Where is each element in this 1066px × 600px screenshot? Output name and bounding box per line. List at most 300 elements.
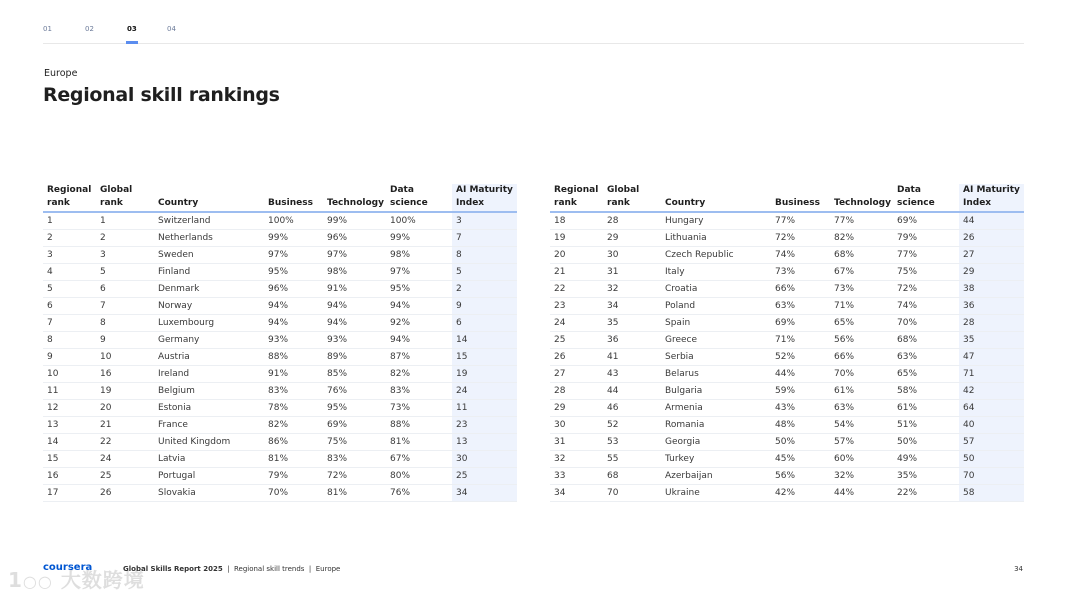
cell-business: 63% [771, 298, 830, 315]
cell-business: 52% [771, 349, 830, 366]
header-text: Technology [834, 197, 891, 208]
cell-regional-rank: 16 [43, 468, 96, 485]
table-row [43, 451, 517, 468]
table-row [550, 366, 1024, 383]
header-country [661, 184, 771, 212]
cell-global-rank: 25 [96, 468, 154, 485]
tab-03[interactable]: 03 [127, 25, 137, 33]
cell-technology: 83% [323, 451, 386, 468]
cell-country: Belarus [661, 366, 771, 383]
cell-data-science: 76% [386, 485, 452, 502]
table-row [550, 349, 1024, 366]
cell-global-rank: 21 [96, 417, 154, 434]
coursera-logo: coursera [43, 562, 93, 573]
cell-business: 42% [771, 485, 830, 502]
cell-global-rank: 1 [96, 212, 154, 230]
cell-data-science: 98% [386, 247, 452, 264]
cell-business: 70% [264, 485, 323, 502]
cell-ai-maturity-index: 26 [959, 230, 1024, 247]
cell-regional-rank: 34 [550, 485, 603, 502]
cell-ai-maturity-index: 28 [959, 315, 1024, 332]
cell-country: Spain [661, 315, 771, 332]
cell-country: United Kingdom [154, 434, 264, 451]
cell-global-rank: 3 [96, 247, 154, 264]
header-text: rank [100, 197, 123, 208]
cell-global-rank: 32 [603, 281, 661, 298]
cell-data-science: 92% [386, 315, 452, 332]
cell-country: Czech Republic [661, 247, 771, 264]
table-row [43, 281, 517, 298]
cell-global-rank: 41 [603, 349, 661, 366]
cell-ai-maturity-index: 30 [452, 451, 517, 468]
header-text: Technology [327, 197, 384, 208]
header-row [43, 184, 517, 212]
cell-business: 94% [264, 298, 323, 315]
cell-regional-rank: 28 [550, 383, 603, 400]
cell-business: 99% [264, 230, 323, 247]
cell-data-science: 58% [893, 383, 959, 400]
cell-business: 50% [771, 434, 830, 451]
cell-country: Finland [154, 264, 264, 281]
cell-ai-maturity-index: 6 [452, 315, 517, 332]
cell-technology: 91% [323, 281, 386, 298]
cell-regional-rank: 31 [550, 434, 603, 451]
cell-business: 96% [264, 281, 323, 298]
header-business [264, 184, 323, 212]
table-row [43, 315, 517, 332]
cell-technology: 75% [323, 434, 386, 451]
cell-technology: 44% [830, 485, 893, 502]
table-row [43, 230, 517, 247]
cell-technology: 77% [830, 212, 893, 230]
cell-country: Austria [154, 349, 264, 366]
cell-business: 45% [771, 451, 830, 468]
cell-data-science: 81% [386, 434, 452, 451]
cell-regional-rank: 27 [550, 366, 603, 383]
cell-regional-rank: 18 [550, 212, 603, 230]
table-row [550, 451, 1024, 468]
header-technology [830, 184, 893, 212]
cell-regional-rank: 5 [43, 281, 96, 298]
cell-technology: 89% [323, 349, 386, 366]
header-text: Country [158, 197, 199, 208]
cell-country: Switzerland [154, 212, 264, 230]
cell-ai-maturity-index: 14 [452, 332, 517, 349]
table-row [43, 349, 517, 366]
cell-data-science: 49% [893, 451, 959, 468]
header-text: Business [775, 197, 820, 208]
table-row [550, 485, 1024, 502]
cell-business: 100% [264, 212, 323, 230]
tab-02[interactable]: 02 [85, 25, 94, 33]
table-row [550, 247, 1024, 264]
cell-country: Luxembourg [154, 315, 264, 332]
header-ai-maturity-index [452, 184, 517, 212]
cell-regional-rank: 29 [550, 400, 603, 417]
cell-regional-rank: 6 [43, 298, 96, 315]
cell-global-rank: 24 [96, 451, 154, 468]
section-label: Europe [44, 68, 78, 79]
cell-technology: 85% [323, 366, 386, 383]
table-row [43, 400, 517, 417]
cell-ai-maturity-index: 23 [452, 417, 517, 434]
cell-data-science: 75% [893, 264, 959, 281]
header-regional-rank [43, 184, 96, 212]
cell-country: Georgia [661, 434, 771, 451]
cell-ai-maturity-index: 57 [959, 434, 1024, 451]
cell-country: Slovakia [154, 485, 264, 502]
table-row [550, 468, 1024, 485]
table-row [550, 434, 1024, 451]
table-row [550, 383, 1024, 400]
table-row [550, 281, 1024, 298]
header-row [550, 184, 1024, 212]
cell-business: 71% [771, 332, 830, 349]
cell-business: 81% [264, 451, 323, 468]
cell-data-science: 79% [893, 230, 959, 247]
cell-data-science: 63% [893, 349, 959, 366]
tab-01[interactable]: 01 [43, 25, 52, 33]
cell-technology: 32% [830, 468, 893, 485]
cell-technology: 99% [323, 212, 386, 230]
cell-data-science: 69% [893, 212, 959, 230]
cell-business: 82% [264, 417, 323, 434]
cell-data-science: 94% [386, 298, 452, 315]
cell-technology: 69% [323, 417, 386, 434]
cell-global-rank: 34 [603, 298, 661, 315]
cell-ai-maturity-index: 3 [452, 212, 517, 230]
table-row [550, 400, 1024, 417]
rankings-table-right [550, 184, 1024, 502]
cell-business: 86% [264, 434, 323, 451]
cell-ai-maturity-index: 15 [452, 349, 517, 366]
cell-data-science: 65% [893, 366, 959, 383]
footer-chapter: Regional skill trends [233, 565, 305, 573]
cell-business: 56% [771, 468, 830, 485]
cell-technology: 82% [830, 230, 893, 247]
cell-business: 48% [771, 417, 830, 434]
cell-data-science: 94% [386, 332, 452, 349]
header-text: Regional [47, 185, 92, 195]
cell-technology: 54% [830, 417, 893, 434]
cell-global-rank: 19 [96, 383, 154, 400]
cell-data-science: 35% [893, 468, 959, 485]
cell-global-rank: 28 [603, 212, 661, 230]
cell-technology: 94% [323, 315, 386, 332]
header-text: Index [963, 197, 992, 208]
cell-global-rank: 52 [603, 417, 661, 434]
cell-country: Denmark [154, 281, 264, 298]
table-row [550, 264, 1024, 281]
cell-ai-maturity-index: 38 [959, 281, 1024, 298]
footer-region: Europe [315, 565, 341, 573]
cell-global-rank: 70 [603, 485, 661, 502]
cell-global-rank: 36 [603, 332, 661, 349]
cell-country: Norway [154, 298, 264, 315]
cell-regional-rank: 23 [550, 298, 603, 315]
cell-regional-rank: 26 [550, 349, 603, 366]
cell-technology: 70% [830, 366, 893, 383]
cell-ai-maturity-index: 2 [452, 281, 517, 298]
cell-data-science: 73% [386, 400, 452, 417]
cell-global-rank: 22 [96, 434, 154, 451]
header-text: Regional [554, 185, 599, 195]
cell-technology: 60% [830, 451, 893, 468]
cell-technology: 72% [323, 468, 386, 485]
cell-global-rank: 16 [96, 366, 154, 383]
cell-technology: 71% [830, 298, 893, 315]
header-global-rank [603, 184, 661, 212]
cell-global-rank: 29 [603, 230, 661, 247]
table-row [43, 485, 517, 502]
cell-country: Azerbaijan [661, 468, 771, 485]
cell-ai-maturity-index: 64 [959, 400, 1024, 417]
cell-business: 83% [264, 383, 323, 400]
header-text: AI Maturity [963, 185, 1020, 195]
header-text: Global [100, 185, 133, 195]
cell-regional-rank: 25 [550, 332, 603, 349]
cell-business: 66% [771, 281, 830, 298]
cell-ai-maturity-index: 40 [959, 417, 1024, 434]
cell-ai-maturity-index: 27 [959, 247, 1024, 264]
cell-technology: 94% [323, 298, 386, 315]
cell-country: France [154, 417, 264, 434]
cell-business: 72% [771, 230, 830, 247]
cell-data-science: 50% [893, 434, 959, 451]
cell-ai-maturity-index: 44 [959, 212, 1024, 230]
cell-technology: 98% [323, 264, 386, 281]
cell-ai-maturity-index: 25 [452, 468, 517, 485]
cell-country: Belgium [154, 383, 264, 400]
header-text: Global [607, 185, 640, 195]
cell-data-science: 67% [386, 451, 452, 468]
cell-technology: 56% [830, 332, 893, 349]
cell-country: Turkey [661, 451, 771, 468]
cell-country: Bulgaria [661, 383, 771, 400]
cell-regional-rank: 24 [550, 315, 603, 332]
cell-global-rank: 26 [96, 485, 154, 502]
cell-data-science: 72% [893, 281, 959, 298]
cell-country: Lithuania [661, 230, 771, 247]
cell-regional-rank: 20 [550, 247, 603, 264]
cell-data-science: 83% [386, 383, 452, 400]
table-row [550, 332, 1024, 349]
page-number: 34 [1014, 565, 1023, 573]
cell-technology: 61% [830, 383, 893, 400]
cell-ai-maturity-index: 50 [959, 451, 1024, 468]
table-row [43, 247, 517, 264]
cell-country: Poland [661, 298, 771, 315]
cell-global-rank: 30 [603, 247, 661, 264]
cell-business: 43% [771, 400, 830, 417]
cell-global-rank: 44 [603, 383, 661, 400]
cell-ai-maturity-index: 34 [452, 485, 517, 502]
cell-regional-rank: 8 [43, 332, 96, 349]
cell-ai-maturity-index: 35 [959, 332, 1024, 349]
cell-ai-maturity-index: 24 [452, 383, 517, 400]
tab-04[interactable]: 04 [167, 25, 176, 33]
cell-ai-maturity-index: 29 [959, 264, 1024, 281]
footer-sep: | [227, 565, 230, 573]
cell-data-science: 51% [893, 417, 959, 434]
cell-data-science: 87% [386, 349, 452, 366]
cell-regional-rank: 33 [550, 468, 603, 485]
cell-ai-maturity-index: 7 [452, 230, 517, 247]
section-tabs [43, 24, 1024, 44]
cell-regional-rank: 2 [43, 230, 96, 247]
cell-data-science: 68% [893, 332, 959, 349]
cell-technology: 57% [830, 434, 893, 451]
cell-business: 79% [264, 468, 323, 485]
cell-ai-maturity-index: 13 [452, 434, 517, 451]
cell-global-rank: 53 [603, 434, 661, 451]
cell-ai-maturity-index: 70 [959, 468, 1024, 485]
header-text: Data science [390, 185, 428, 208]
cell-ai-maturity-index: 47 [959, 349, 1024, 366]
table-row [550, 315, 1024, 332]
cell-data-science: 70% [893, 315, 959, 332]
cell-country: Romania [661, 417, 771, 434]
cell-regional-rank: 3 [43, 247, 96, 264]
header-technology [323, 184, 386, 212]
cell-regional-rank: 15 [43, 451, 96, 468]
cell-global-rank: 68 [603, 468, 661, 485]
cell-business: 95% [264, 264, 323, 281]
cell-technology: 63% [830, 400, 893, 417]
cell-global-rank: 20 [96, 400, 154, 417]
header-data-science [893, 184, 959, 212]
cell-regional-rank: 30 [550, 417, 603, 434]
cell-global-rank: 6 [96, 281, 154, 298]
cell-regional-rank: 17 [43, 485, 96, 502]
cell-data-science: 77% [893, 247, 959, 264]
cell-global-rank: 9 [96, 332, 154, 349]
cell-data-science: 99% [386, 230, 452, 247]
cell-global-rank: 31 [603, 264, 661, 281]
cell-business: 77% [771, 212, 830, 230]
header-ai-maturity-index [959, 184, 1024, 212]
cell-business: 59% [771, 383, 830, 400]
cell-data-science: 80% [386, 468, 452, 485]
cell-country: Estonia [154, 400, 264, 417]
table-row [550, 212, 1024, 230]
header-text: Data science [897, 185, 935, 208]
cell-regional-rank: 7 [43, 315, 96, 332]
cell-country: Serbia [661, 349, 771, 366]
cell-business: 74% [771, 247, 830, 264]
cell-country: Netherlands [154, 230, 264, 247]
cell-ai-maturity-index: 19 [452, 366, 517, 383]
cell-ai-maturity-index: 9 [452, 298, 517, 315]
cell-business: 88% [264, 349, 323, 366]
cell-regional-rank: 13 [43, 417, 96, 434]
cell-country: Ireland [154, 366, 264, 383]
cell-data-science: 95% [386, 281, 452, 298]
cell-business: 44% [771, 366, 830, 383]
cell-regional-rank: 10 [43, 366, 96, 383]
cell-ai-maturity-index: 5 [452, 264, 517, 281]
table-row [43, 417, 517, 434]
cell-data-science: 97% [386, 264, 452, 281]
cell-regional-rank: 21 [550, 264, 603, 281]
cell-technology: 68% [830, 247, 893, 264]
table-row [43, 264, 517, 281]
cell-regional-rank: 32 [550, 451, 603, 468]
cell-global-rank: 43 [603, 366, 661, 383]
cell-technology: 76% [323, 383, 386, 400]
cell-business: 97% [264, 247, 323, 264]
header-data-science [386, 184, 452, 212]
cell-global-rank: 5 [96, 264, 154, 281]
cell-technology: 95% [323, 400, 386, 417]
cell-country: Greece [661, 332, 771, 349]
table-row [43, 298, 517, 315]
cell-regional-rank: 11 [43, 383, 96, 400]
table-row [550, 230, 1024, 247]
table-row [43, 332, 517, 349]
header-text: Index [456, 197, 485, 208]
header-text: Country [665, 197, 706, 208]
cell-regional-rank: 19 [550, 230, 603, 247]
cell-global-rank: 2 [96, 230, 154, 247]
cell-global-rank: 55 [603, 451, 661, 468]
header-text: AI Maturity [456, 185, 513, 195]
table-row [550, 417, 1024, 434]
cell-technology: 66% [830, 349, 893, 366]
footer-breadcrumb [123, 565, 340, 573]
cell-technology: 93% [323, 332, 386, 349]
cell-country: Sweden [154, 247, 264, 264]
table-row [43, 366, 517, 383]
cell-data-science: 61% [893, 400, 959, 417]
cell-data-science: 74% [893, 298, 959, 315]
header-text: rank [554, 197, 577, 208]
cell-technology: 97% [323, 247, 386, 264]
header-text: rank [607, 197, 630, 208]
cell-ai-maturity-index: 71 [959, 366, 1024, 383]
cell-regional-rank: 14 [43, 434, 96, 451]
cell-ai-maturity-index: 58 [959, 485, 1024, 502]
cell-country: Armenia [661, 400, 771, 417]
cell-global-rank: 35 [603, 315, 661, 332]
header-regional-rank [550, 184, 603, 212]
cell-regional-rank: 1 [43, 212, 96, 230]
cell-business: 94% [264, 315, 323, 332]
table-row [43, 434, 517, 451]
cell-global-rank: 8 [96, 315, 154, 332]
table-row [43, 383, 517, 400]
header-text: Business [268, 197, 313, 208]
cell-ai-maturity-index: 42 [959, 383, 1024, 400]
cell-data-science: 100% [386, 212, 452, 230]
cell-country: Portugal [154, 468, 264, 485]
footer-report: Global Skills Report 2025 [123, 565, 223, 573]
cell-regional-rank: 22 [550, 281, 603, 298]
cell-business: 91% [264, 366, 323, 383]
cell-business: 78% [264, 400, 323, 417]
cell-regional-rank: 9 [43, 349, 96, 366]
cell-global-rank: 7 [96, 298, 154, 315]
cell-country: Latvia [154, 451, 264, 468]
header-business [771, 184, 830, 212]
cell-country: Ukraine [661, 485, 771, 502]
cell-regional-rank: 12 [43, 400, 96, 417]
cell-country: Croatia [661, 281, 771, 298]
cell-business: 69% [771, 315, 830, 332]
cell-ai-maturity-index: 8 [452, 247, 517, 264]
cell-regional-rank: 4 [43, 264, 96, 281]
header-text: rank [47, 197, 70, 208]
